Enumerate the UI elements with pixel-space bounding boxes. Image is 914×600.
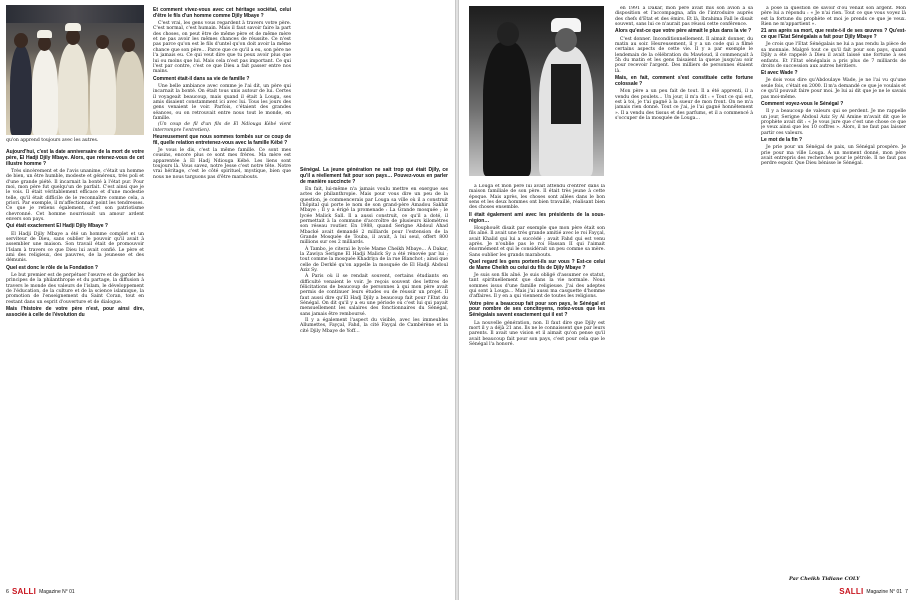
answer: Il y a beaucoup de valeurs qui se perdent. Je me rappelle un jour, Serigne Abdoul Aziz Sy Al Amine m'avait dit que le prophète avait dit : « Je vous jure que c'est une chose ce que je veux ainsi que les 10 coffres ». Alors, il ne faut pas laisser partir ces valeurs. [761, 109, 906, 136]
answer: en 1991 à Dakar, mon père avait mis son avion à sa disposition et l'accompagna, afin de l'introduire auprès des chefs d'Etat et des émirs. Et là, Ibrahima Fall le disait souvent, sans lui ce n'aurait pas réussi cette conférence. [615, 6, 753, 28]
answer: Il y a également l'aspect du visible, avec les immeubles Allumettes, Fayçal, Fahd, la cité Fayçal de Cambérène et la cité Djily Mbaye de Yoff… [300, 318, 448, 334]
right-column-1 [469, 184, 605, 580]
crowd-photo [6, 5, 144, 135]
author-signature: Par Cheikh Tidiane COLY [789, 576, 860, 582]
question: Et avec Wade ? [761, 70, 798, 77]
question: Quel est donc le rôle de la Fondation ? [6, 264, 98, 271]
question: Qui était exactement El Hadji Djily Mbaye ? [6, 223, 108, 230]
answer: À Paris où il se rendait souvent, certains étudiants en difficulté venaient le voir. Je reçois souvent des lettres de félicitations de beaucoup de personnes à qui mon père avait permis de continuer leurs études ou de réussir un projet. Il faut aussi dire qu'El Hadj Djily a beaucoup fait pour l'Etat du Sénégal. On dit qu'il y a eu une période où c'est lui qui payait mensuellement les salaires des fonctionnaires du Sénégal, sans jamais être remboursé. [300, 274, 448, 317]
question: Votre père a beaucoup fait pour son pays, le Sénégal et pour nombre de ses concitoyens, notez-vous que les Sénégalais savent exactement qui il est ? [469, 300, 605, 319]
magazine-issue: Magazine N° 01 [39, 588, 75, 595]
answer: Mon père a un peu fait de tout. Il a été apprenti, il a vendu des poulets… Un jour, il m'a dit : « Tout ce qui est, est à toi, je t'ai gagné à la sueur de mon front. On ne m'a jamais rien donné. Tout ce j'ai, je l'ai gagné honnêtement ». Il a vendu des tissus et des parfums, et il a commencé à s'occuper de la mosquée de Louga… [615, 89, 753, 121]
answer: Je crois que l'Etat Sénégalais ne lui a pas rendu la pièce de sa monnaie. Malgré tout ce qu'il fait pour son pays, quand Djily a été rappelé à Dieu il avait laissé une fortune à ses enfants. Et l'Etat sénégalais a pris plus de 7 milliards de droits de succession aux autres héritiers. [761, 42, 906, 69]
right-footer [839, 587, 908, 596]
answer: En fait, lui-même n'a jamais voulu mettre en exergue ses actes de philanthropie. Mais pour vous dire un peu de la question, je commencerais par Louga sa ville où il a construit l'hôpital qui porte le nom de son grand-père Amadou Sakhir Mbaye ; Il y a érigé la promenade : La Grande mosquée ; le lycée Malick Sall. Il a aussi construit, ce qu'il a doté, il permettait à la commune d'accroître de plusieurs kilomètres son réseau routier. En 1988, quand Serigne Abdoul Ahad Mbacké avait demandé 2 milliards pour l'extension de la Grande Mosquée de Touba, il avait, à lui seul, offert 800 millions sur ces 2 milliards. [300, 186, 448, 246]
page-number: 6 [6, 588, 9, 595]
answer: à Louga et mon père lui avait attendu d'entrer dans la maison familiale de son père. Il était très jeune à cette époque. Mais après, les choses sont allées dans le bon sens et les deux hommes ont bien travaillé, réalisant bien des choses ensemble. [469, 184, 605, 211]
question: Le mot de la fin ? [761, 136, 803, 143]
question: Comment voyez-vous le Sénégal ? [761, 100, 844, 107]
answer: Je prie pour un Sénégal de paix, un Sénégal prospère. Je prie pour ma ville Louga. À un moment donné, mon père avait entrepris des recherches pour le pétrole. Il ne faut pas perdre espoir. Que Dieu bénisse le Sénégal. [761, 145, 906, 167]
left-column-3 [300, 166, 448, 580]
magazine-logo: SALLI [839, 587, 864, 596]
interview-note: (Un coup de fil d'un fils de El Ndiouga Kébé vient interrompre l'entretien). [153, 122, 291, 133]
answer: Je suis son fils aîné. Je suis obligé d'assumer ce statut, tant spirituellement que dans la vie normale. Nous sommes issus d'une famille religieuse. J'ai des adeptes qui sont à Louga… Mais j'ai aussi ma casquette d'homme d'affaires. Il y en a qui viennent de toutes les religions. [469, 272, 605, 300]
question: 21 ans après sa mort, que reste-t-il de ses œuvres ? Qu'est-ce que l'Etat Sénégalais a fait pour Djily Mbaye ? [761, 28, 906, 41]
question: Aujourd'hui, c'est la date anniversaire de la mort de votre père, El Hadji Djily Mbaye. Alors, que retenez-vous de cet illustre homme ? [6, 149, 144, 167]
answer: C'est vrai, les gens vous regardent à travers votre père. C'est normal, c'est humain. Mais il faut savoir faire la part des choses, on peut être de même père et de même mère et ne pas avoir les mêmes chances de réussite. Ce n'est pas parce qu'on est le fils d'untel qu'on doit avoir la même chance que son père… Parce que ce qu'il a eu, son père ne l'a jamais eu. Ce qui veut dire que tu peux avoir plus que lui ou moins que lui. Mais cela n'est pas important. Ce qui l'est par contre, c'est ce que Dieu a fait passer entre nos mains. [153, 21, 291, 75]
answer: Le but premier est de perpétuer l'œuvre et de garder les principes de la philanthropie et du partage, la diffusion à travers le monde des valeurs de l'islam, le développement de l'éducation, de la culture et de la science islamique, la promotion de l'enseignement du Saint Coran, tout en restant dans un esprit d'ouverture et de dialogue. [6, 272, 144, 305]
right-column-3 [761, 6, 906, 574]
answer: À Tambo, je citerai le lycée Mame Cheikh Mbaye... À Dakar, la Zawiya Serigne El Hadji Malick Sy a été rénovée par lui ; tout comme la mosquée Khadriya de la rue Blanchot ; ainsi que celle de Derklé qu'on appelle la mosquée de El Hadji Abdoul Aziz Sy. [300, 246, 448, 274]
answer: Je dois vous dire qu'Abdoulaye Wade, je ne l'ai vu qu'une seule fois, c'était en 2000. Il m'a demandé ce que je voulais et ce qu'il pouvait faire pour moi. Je lui ai dit que je ne le savais pas moi-même. [761, 78, 906, 100]
answer: El Hadji Djily Mbaye a été un homme complet et un serviteur de Dieu, sans oublier le pouvoir qu'il avait à assembler une maison. Son travail était de promouvoir l'Islam à travers ce que Dieu lui avait confié. Le père et ami des religieux, des pauvres, de la jeunesse et des démunis. [6, 231, 144, 264]
question: Heureusement que nous sommes tombés sur ce coup de fil, quelle relation entretenez-vous avec la famille Kébé ? [153, 133, 291, 146]
left-footer [6, 587, 75, 596]
right-page [459, 0, 914, 600]
left-page [0, 0, 455, 600]
question: Mais, en fait, comment s'est constituée cette fortune colossale ? [615, 75, 753, 87]
portrait-photo [469, 6, 604, 176]
answer: C'est donner. Inconditionnellement. Il aimait donner, du matin au soir. Heureusement, il y a un code qui a filmé certains aspects de cette vie. Il y a par exemple le lendemain de la célébration du Mawloud, il commençait à 5h du matin et les gens faisaient la queue jusqu'au soir pour recevoir l'argent. Des milliers de personnes étaient là. [615, 36, 753, 74]
magazine-issue: Magazine N° 01 [866, 588, 903, 595]
answer: Une belle ambiance avec comme je l'ai dit, un père qui incarnait la bonté. On était tous unis autour de lui. Certes il voyageait beaucoup, mais quand il était à Louga, ses amis disaient constamment ici avec lui. Tous les jours des gens venaient le voir. Parfois, c'étaient des grandes séances, ou on retrouvait entre nous tout le monde, en famille. [153, 83, 291, 121]
right-column-2 [615, 6, 753, 580]
left-column-2 [153, 6, 291, 580]
answer: La nouvelle génération, non. Il faut dire que Djily est mort il y a déjà 21 ans. Ils ne le connaissent que par leurs parents. Il avait une vision et il aimait qu'on pense qu'il avait beaucoup fait pour son pays, c'est pour cela que le Sénégal l'a honoré. [469, 320, 605, 347]
question: Il était également ami avec les présidents de la sous-région… [469, 211, 605, 224]
page-number: 7 [905, 588, 908, 595]
answer: à posé la question de savoir d'où venait son argent. Mon père lui a répondu : « Je n'ai rien. Tout ce que vous voyez là est la fortune du prophète et moi je prends ce que je veux. Rien ne m'appartient ». [761, 6, 906, 28]
question: Comment était-il dans sa vie de famille ? [153, 75, 250, 82]
left-column-1 [6, 148, 144, 580]
question: Sénégal. La jeune génération ne sait trop qui était Djily, ce qu'il a réellement fait pour son pays… Pouvez-vous en parler de manière succincte ? [300, 167, 448, 185]
magazine-logo: SALLI [11, 587, 37, 596]
question: Mais l'histoire de votre père n'est, pour ainsi dire, associée à celle de l'évolution du [6, 306, 144, 318]
photo-caption: qu'on apprend toujours avec les autres. [6, 138, 99, 143]
question: Alors qu'est-ce que votre père aimait le plus dans la vie ? [615, 28, 752, 35]
answer: Houphouët disait par exemple que mon père était son fils aîné. Il avait une très grande amitié avec le roi Fayçal, avait Khalid qui lui a succédé ; avait Fahd qui est venu après. Je n'oublie pas le roi Hassan II qui l'aimait énormément et qui le considérait un peu comme sa mère. Sans oublier les grands marabouts. [469, 225, 605, 258]
question: Et comment vivez-vous avec cet héritage sociétal, celui d'être le fils d'un homme comme Djily Mbaye ? [153, 7, 291, 19]
answer: Très sincèrement et de l'avis unanime, c'était un homme de bien, un être humble, modeste et généreux, très poli et d'une grande piété. Il incarnait la bonté à l'état pur. Pour moi, mon père fut quelqu'un de parfait. C'est ainsi que je le vois. Il était véritablement efficace et d'une modestie telle, qu'il était difficile de le reconnaître comme cela, a priori. Par exemple, il m'affectionnait point les tendresses. Ce que je retiens également, c'est son patriotisme chevronné. Cet homme nourrissait un amour ardent envers son pays. [6, 168, 144, 222]
question: Quel regard les gens portent-ils sur vous ? Est-ce celui de Mame Cheikh ou celui du fils de Djily Mbaye ? [469, 258, 605, 271]
answer: Je vous le dis, c'est la même famille. Ce sont mes cousins, encore plus ce sont mes frères. Ma mère est apparentée à El Hadj Ndiouga Kébé. Les liens sont toujours là. Vous savez, notre Jesse c'est notre tête. Notre vrai héritage, c'est le côté spirituel, mystique, bien que nous ne nous targuons pas d'être marabouts. [153, 148, 291, 180]
